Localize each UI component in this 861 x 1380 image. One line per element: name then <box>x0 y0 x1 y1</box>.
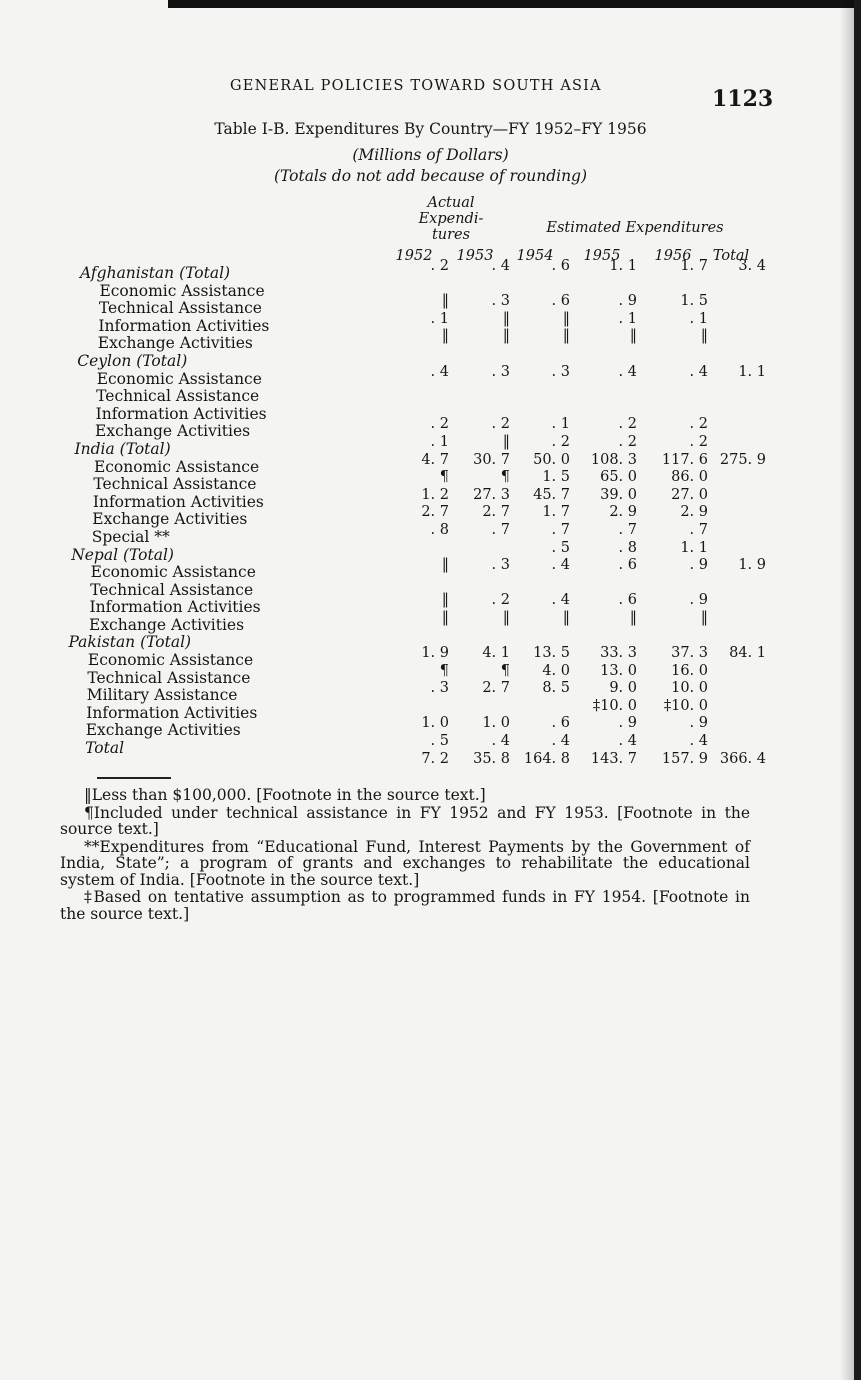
table-cell: . 2 <box>618 416 637 433</box>
table-cell: 4. 1 <box>482 645 510 662</box>
table-cell: ¶ <box>500 469 510 486</box>
table-cell: 30. 7 <box>473 451 510 468</box>
table-cell: 1. 9 <box>421 645 449 662</box>
table-cell: . 1 <box>430 433 449 450</box>
row-label: Technical Assistance <box>93 475 257 494</box>
table-cell: . 2 <box>618 433 637 450</box>
table-cell: ‖ <box>629 328 637 345</box>
scan-right-shadow <box>840 0 854 1380</box>
table-cell: 164. 8 <box>523 750 570 767</box>
table-cell: . 4 <box>491 733 510 750</box>
year-header: 1956 <box>654 248 692 264</box>
row-label: Exchange Activities <box>85 721 241 740</box>
table-row <box>60 557 800 582</box>
row-label: Economic Assistance <box>90 563 256 582</box>
row-label: Special ** <box>91 527 170 546</box>
table-cell: 2. 7 <box>421 504 449 521</box>
row-label: Information Activities <box>92 492 264 511</box>
table-cell: 1. 7 <box>680 258 708 274</box>
table-cell: ‖ <box>502 328 510 345</box>
page-number: 1123 <box>712 86 774 112</box>
table-cell: ‖ <box>562 328 570 345</box>
table-cell: . 6 <box>618 592 637 609</box>
country-name: Afghanistan <box>80 264 175 282</box>
table-cell: . 3 <box>491 363 510 380</box>
table-cell: ‡10. 0 <box>663 697 708 714</box>
table-cell: 27. 0 <box>671 486 708 503</box>
row-label: Exchange Activities <box>95 422 251 441</box>
year-header: 1955 <box>583 248 621 264</box>
country-row <box>60 258 800 282</box>
row-label: Economic Assistance <box>87 651 254 670</box>
table-cell: ‖ <box>441 609 449 626</box>
table-cell: . 6 <box>551 715 570 732</box>
table-cell: ¶ <box>439 662 449 679</box>
table-cell: . 7 <box>689 521 708 538</box>
table-cell: 1. 0 <box>482 715 510 732</box>
table-cell: . 6 <box>551 258 570 274</box>
table-cell: . 2 <box>689 433 708 450</box>
year-header: 1953 <box>456 248 494 264</box>
table-cell: 1. 5 <box>542 469 570 486</box>
table-cell: ‖ <box>441 328 449 345</box>
table-cell: 2. 9 <box>609 504 637 521</box>
table-cell: 157. 9 <box>661 750 708 767</box>
table-cell: 117. 6 <box>661 451 708 468</box>
table-row <box>60 609 800 634</box>
table-cell: 2. 7 <box>482 504 510 521</box>
year-header: 1954 <box>516 248 554 264</box>
expenditure-table <box>60 258 800 772</box>
year-header: 1952 <box>395 248 433 264</box>
table-cell: . 9 <box>689 557 708 574</box>
table-cell: 37. 3 <box>671 645 708 662</box>
row-label: Technical Assistance <box>90 580 254 599</box>
table-cell: . 2 <box>491 416 510 433</box>
table-cell: 3. 4 <box>738 258 766 274</box>
table-cell: ‖ <box>700 328 708 345</box>
row-label: Technical Assistance <box>87 668 251 687</box>
table-cell: ‖ <box>441 293 449 310</box>
footnote-rule <box>97 777 171 779</box>
table-cell: . 4 <box>551 733 570 750</box>
table-cell: ¶ <box>500 662 510 679</box>
row-label: Information Activities <box>89 598 261 617</box>
country-total-suffix: (Total) <box>122 545 174 564</box>
table-cell: 275. 9 <box>719 451 766 468</box>
row-label: Exchange Activities <box>97 334 253 353</box>
scan-top-edge <box>168 0 861 8</box>
footnote: **Expenditures from “Educational Fund, Interest Payments by the Government of India, State”; a program of grants and exchanges to rehabilitate the educational system of India. [Footnote in the source text.] <box>60 837 750 889</box>
table-cell: . 4 <box>551 592 570 609</box>
table-cell: . 2 <box>491 592 510 609</box>
table-cell: 1. 9 <box>738 557 766 574</box>
table-cell: 1. 1 <box>738 363 766 380</box>
table-cell: 1. 0 <box>421 715 449 732</box>
row-label: Information Activities <box>98 316 270 335</box>
table-cell: . 9 <box>689 715 708 732</box>
table-cell: 13. 5 <box>533 645 570 662</box>
table-cell: 33. 3 <box>600 645 637 662</box>
table-cell: ‖ <box>562 310 570 327</box>
table-cell: 86. 0 <box>671 469 708 486</box>
row-label: Exchange Activities <box>92 510 248 529</box>
table-cell: . 2 <box>430 416 449 433</box>
table-cell: 1. 2 <box>421 486 449 503</box>
country-name: Pakistan <box>68 633 136 652</box>
country-total-suffix: (Total) <box>136 351 188 370</box>
table-cell: . 5 <box>551 539 570 556</box>
table-cell: 9. 0 <box>609 680 637 697</box>
table-cell: . 9 <box>689 592 708 609</box>
table-cell: 13. 0 <box>600 662 637 679</box>
table-cell: . 2 <box>430 258 449 274</box>
table-cell: 143. 7 <box>590 750 637 767</box>
table-cell: . 4 <box>551 557 570 574</box>
table-cell: 35. 8 <box>473 750 510 767</box>
country-total-suffix: (Total) <box>119 439 171 458</box>
table-cell: 4. 0 <box>542 662 570 679</box>
table-cell: 2. 7 <box>482 680 510 697</box>
table-cell: . 4 <box>689 733 708 750</box>
row-label: Technical Assistance <box>96 387 260 406</box>
row-label: Technical Assistance <box>98 299 262 318</box>
table-cell: ‡10. 0 <box>592 697 637 714</box>
table-cell: . 5 <box>430 733 449 750</box>
table-cell: . 6 <box>551 293 570 310</box>
country-name: Nepal <box>71 545 119 564</box>
table-cell: ‖ <box>502 310 510 327</box>
table-cell: 50. 0 <box>533 451 570 468</box>
table-cell: 8. 5 <box>542 680 570 697</box>
table-cell: . 8 <box>618 539 637 556</box>
table-cell: . 4 <box>618 733 637 750</box>
running-head: GENERAL POLICIES TOWARD SOUTH ASIA <box>230 78 602 94</box>
table-cell: ‖ <box>441 557 449 574</box>
table-cell: ‖ <box>629 609 637 626</box>
table-cell: ‖ <box>502 433 510 450</box>
header-estimated-expenditures: Estimated Expenditures <box>546 220 724 236</box>
table-row <box>60 750 800 773</box>
table-cell: 39. 0 <box>600 486 637 503</box>
table-cell: ‖ <box>562 609 570 626</box>
table-row <box>60 385 800 406</box>
table-cell: . 4 <box>491 258 510 274</box>
table-cell: ‖ <box>700 609 708 626</box>
country-name: Ceylon <box>77 351 132 370</box>
row-label: Economic Assistance <box>93 457 260 476</box>
row-label: Total <box>85 739 125 758</box>
table-cell: 1. 1 <box>609 258 637 274</box>
table-cell: 1. 5 <box>680 293 708 310</box>
table-cell: . 4 <box>689 363 708 380</box>
table-cell: . 9 <box>618 293 637 310</box>
scan-right-edge <box>854 0 861 1380</box>
table-cell: . 3 <box>491 557 510 574</box>
table-cell: . 1 <box>551 416 570 433</box>
table-cell: 7. 2 <box>421 750 449 767</box>
row-label: Economic Assistance <box>96 369 262 388</box>
table-cell: 27. 3 <box>473 486 510 503</box>
table-cell: . 2 <box>551 433 570 450</box>
table-cell: 84. 1 <box>729 645 766 662</box>
table-cell: ‖ <box>502 609 510 626</box>
table-cell: . 2 <box>689 416 708 433</box>
table-cell: 366. 4 <box>719 750 766 767</box>
table-cell: . 3 <box>430 680 449 697</box>
header-actual-expenditures: Actual Expendi- tures <box>418 195 484 243</box>
table-cell: 16. 0 <box>671 662 708 679</box>
footnote: ¶Included under technical assistance in FY 1952 and FY 1953. [Footnote in the source text.] <box>60 803 750 838</box>
table-cell: . 8 <box>430 521 449 538</box>
table-note: (Totals do not add because of rounding) <box>273 167 588 185</box>
table-cell: 1. 7 <box>542 504 570 521</box>
table-cell: . 9 <box>618 715 637 732</box>
country-total-suffix: (Total) <box>140 633 192 652</box>
table-cell: 1. 1 <box>680 539 708 556</box>
table-cell: . 7 <box>551 521 570 538</box>
table-cell: . 3 <box>551 363 570 380</box>
table-cell: 2. 9 <box>680 504 708 521</box>
table-cell: ¶ <box>439 469 449 486</box>
row-label: Information Activities <box>86 703 258 722</box>
footnote: ‖Less than $100,000. [Footnote in the source text.] <box>84 786 486 804</box>
table-row <box>60 363 800 388</box>
year-header: Total <box>712 248 750 264</box>
table-cell: . 4 <box>430 363 449 380</box>
table-cell: . 7 <box>491 521 510 538</box>
table-row <box>60 328 800 353</box>
table-subtitle: (Millions of Dollars) <box>352 146 509 164</box>
country-total-suffix: (Total) <box>179 264 231 282</box>
table-cell: . 7 <box>618 521 637 538</box>
table-cell: 65. 0 <box>600 469 637 486</box>
row-label: Military Assistance <box>86 686 238 705</box>
table-title: Table I-B. Expenditures By Country—FY 1952–FY 1956 <box>214 120 647 138</box>
row-label: Economic Assistance <box>99 281 265 300</box>
table-cell: ‖ <box>441 592 449 609</box>
table-cell: 45. 7 <box>533 486 570 503</box>
table-cell: 4. 7 <box>421 451 449 468</box>
table-cell: 108. 3 <box>590 451 637 468</box>
country-name: India <box>74 439 115 458</box>
table-cell: . 3 <box>491 293 510 310</box>
row-label: Information Activities <box>95 404 267 423</box>
table-cell: . 6 <box>618 557 637 574</box>
table-cell: 10. 0 <box>671 680 708 697</box>
table-cell: . 4 <box>618 363 637 380</box>
table-cell: . 1 <box>689 310 708 327</box>
table-cell: . 1 <box>430 310 449 327</box>
row-label: Exchange Activities <box>89 615 245 634</box>
footnote: ‡Based on tentative assumption as to programmed funds in FY 1954. [Footnote in the source text.] <box>60 888 750 923</box>
footnotes <box>60 787 750 923</box>
table-cell: . 1 <box>618 310 637 327</box>
